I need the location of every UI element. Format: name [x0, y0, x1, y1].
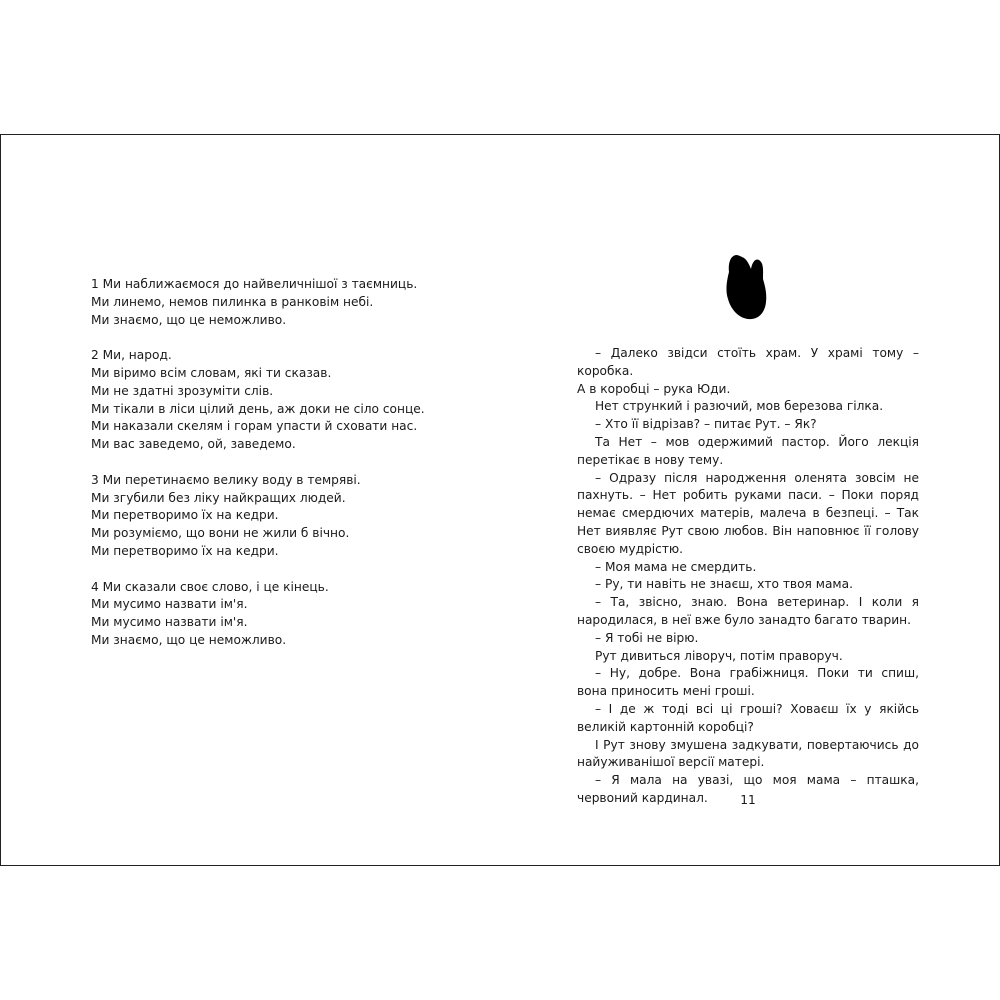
prose-paragraph: Рут дивиться ліворуч, потім праворуч. — [595, 648, 843, 663]
poem-line: 2 Ми, народ. — [91, 348, 172, 363]
left-page-edge — [0, 135, 1, 865]
poem-line: Ми перетворимо їх на кедри. — [91, 543, 279, 558]
prose-paragraph: – Хто її відрізав? – питає Рут. – Як? — [595, 417, 817, 432]
poem-line: 1 Ми наближаємося до найвеличнішої з таємниць. — [91, 277, 418, 291]
poem-line: Ми розуміємо, що вони не жили б вічно. — [91, 526, 350, 541]
prose-paragraph: А в коробці – рука Юди. — [577, 381, 731, 396]
poem-stanza — [91, 276, 471, 329]
poem-line: 4 Ми сказали своє слово, і це кінець. — [91, 579, 329, 594]
poem-line: Ми вас заведемо, ой, заведемо. — [91, 437, 296, 452]
poem-line: Ми мусимо назвати ім'я. — [91, 615, 248, 630]
prose-paragraph: – Ну, добре. Вона грабіжниця. Поки ти спиш, вона приносить мені гроші. — [577, 666, 919, 699]
poem-line: Ми знаємо, що це неможливо. — [91, 312, 287, 327]
leaf-blot-icon — [725, 254, 767, 320]
poem-stanza — [91, 579, 471, 650]
prose-paragraph: Нет стрункий і разючий, мов березова гілка. — [595, 399, 884, 414]
prose-paragraph: – Та, звісно, знаю. Вона ветеринар. І коли я народилася, в неї вже було занадто багато тварин. — [577, 595, 919, 627]
poem-line: Ми мусимо назвати ім'я. — [91, 597, 248, 612]
prose-paragraph: – Одразу після народження оленята зовсім не пахнуть. – Нет робить руками паси. – Поки поряд немає смердючих матерів, малеча в безпеці. – Так Нет виявляє Рут свою любов. Він наповнює її голову своєю мудрістю. — [577, 470, 919, 556]
prose-paragraph: І Рут знову змушена задкувати, повертаючись до найуживанішої версії матері. — [577, 737, 919, 770]
poem-line: Ми наказали скелям і горам упасти й сховати нас. — [91, 419, 418, 434]
poem-line: Ми тікали в ліси цілий день, аж доки не сіло сонце. — [91, 401, 425, 416]
poem-line: 3 Ми перетинаємо велику воду в темряві. — [91, 472, 361, 487]
poem-stanza — [91, 347, 471, 454]
prose-block — [577, 345, 919, 808]
prose-paragraph: – Моя мама не смердить. — [595, 559, 757, 574]
prose-paragraph: – Я мала на увазі, що моя мама – пташка, червоний кардинал. — [577, 773, 919, 805]
poem-stanza — [91, 472, 471, 561]
prose-paragraph: – Далеко звідси стоїть храм. У храмі тому – коробка. — [577, 346, 919, 378]
prose-paragraph: – Ру, ти навіть не знаєш, хто твоя мама. — [595, 577, 853, 592]
prose-paragraph: – І де ж тоді всі ці гроші? Ховаєш їх у якійсь великій картонній коробці? — [577, 701, 919, 734]
poem-line: Ми перетворимо їх на кедри. — [91, 508, 279, 523]
poem-line: Ми не здатні зрозуміти слів. — [91, 383, 274, 398]
poem-line: Ми знаємо, що це неможливо. — [91, 632, 287, 647]
prose-paragraph: Та Нет – мов одержимий пастор. Його лекція перетікає в нову тему. — [577, 434, 919, 467]
poem-block — [91, 276, 471, 668]
poem-line: Ми згубили без ліку найкращих людей. — [91, 490, 346, 505]
page-number: 11 — [740, 793, 756, 807]
poem-line: Ми линемо, немов пилинка в ранковім небі. — [91, 294, 374, 309]
prose-paragraph: – Я тобі не вірю. — [595, 630, 699, 645]
poem-line: Ми віримо всім словам, які ти сказав. — [91, 365, 332, 380]
